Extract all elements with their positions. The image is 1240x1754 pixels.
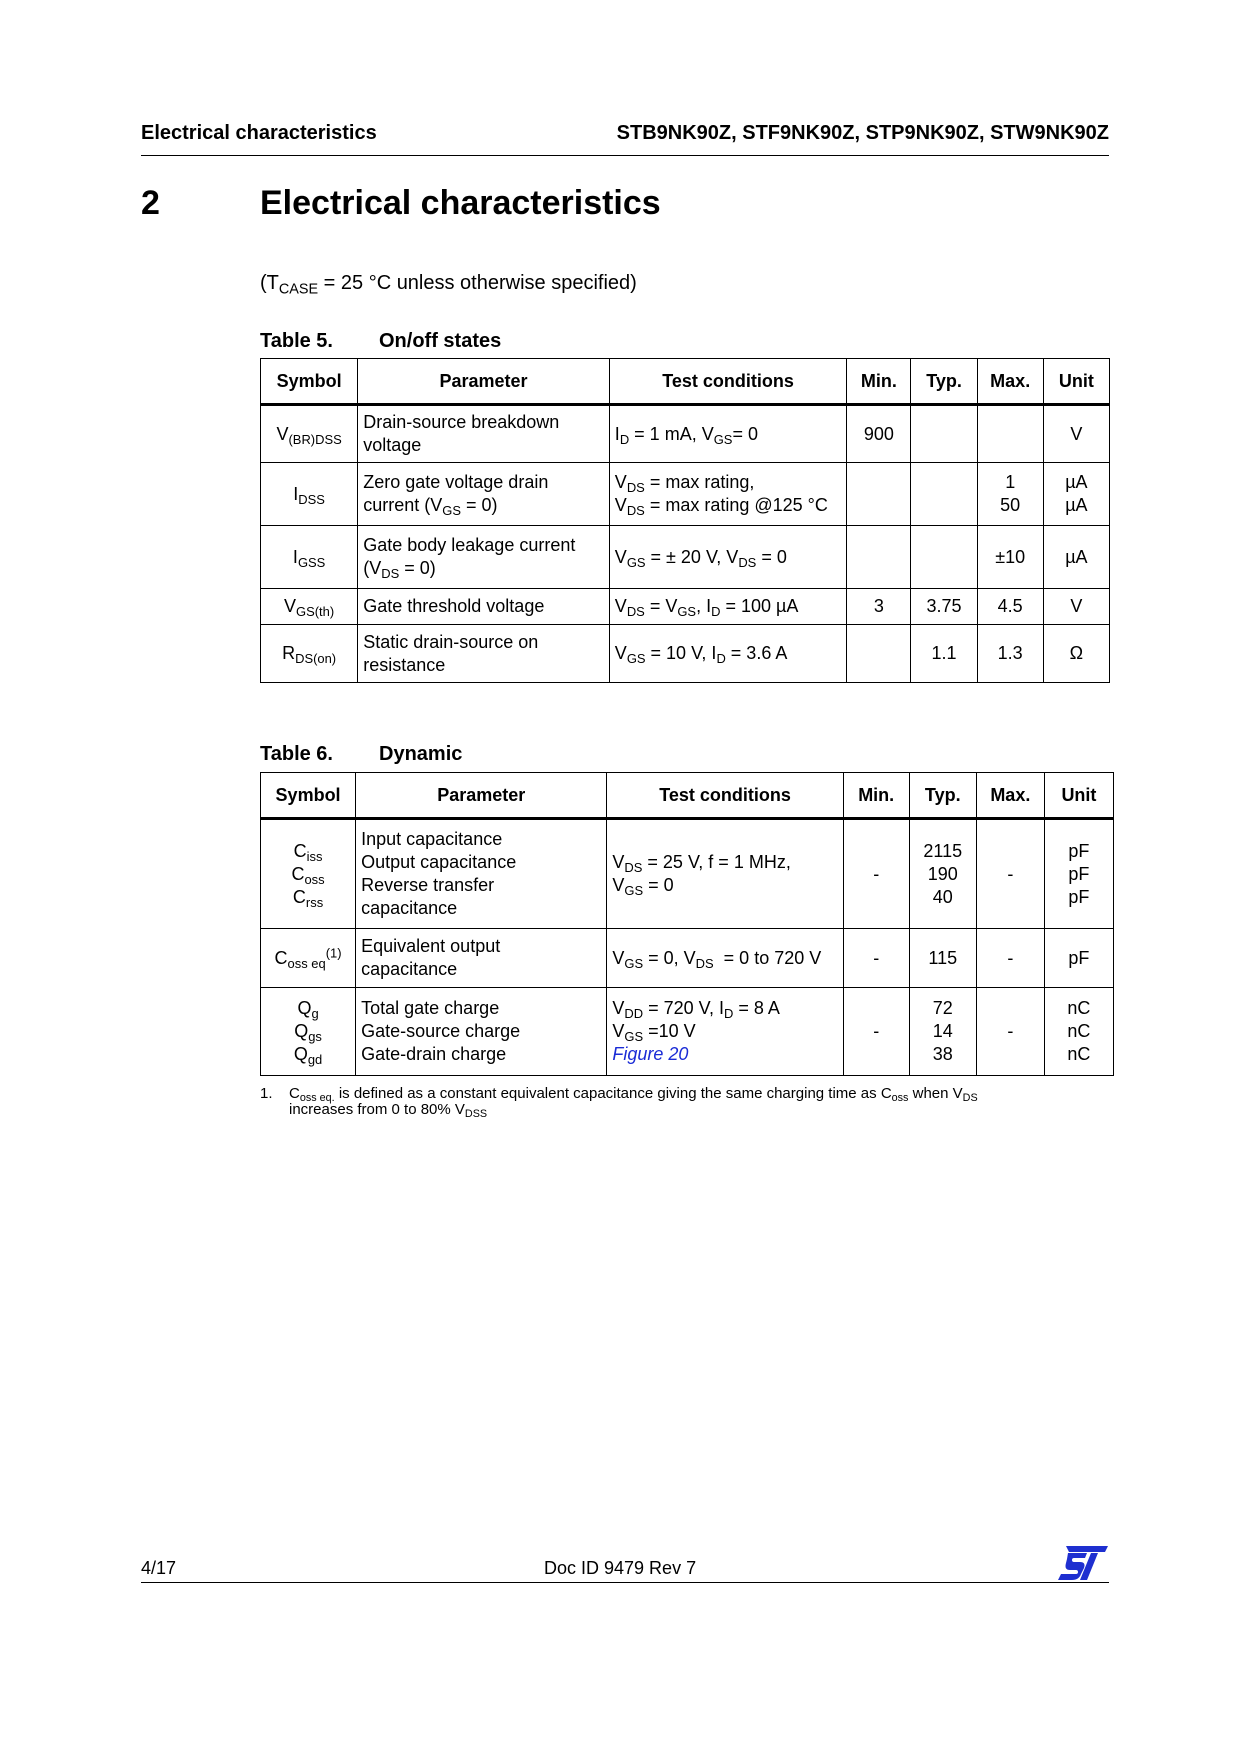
min-cell: [847, 463, 911, 526]
table-header-row: [261, 773, 1114, 819]
section-title: Electrical characteristics: [260, 184, 661, 222]
table-dynamic: [260, 772, 1114, 1076]
col-header-unit: Unit: [1043, 359, 1109, 405]
parameter-cell: Gate threshold voltage: [358, 589, 610, 625]
table-footnote: 1. $C_{oss eq.}$ is defined as a constant equivalent capacitance giving the same charging time as $C_{oss}$ when $V_{DS}$ increases from 0 to 80% $V_{DSS}$: [260, 1085, 978, 1121]
table-row: [261, 405, 1110, 463]
col-header-parameter: Parameter: [356, 773, 607, 819]
min-cell: -: [843, 988, 909, 1076]
section-number: 2: [141, 184, 160, 222]
table-header-row: [261, 359, 1110, 405]
symbol-cell: $C_{oss eq}^{(1)}$: [261, 929, 356, 988]
unit-cell: µA: [1043, 526, 1109, 589]
running-header-part-numbers: STB9NK90Z, STF9NK90Z, STP9NK90Z, STW9NK90Z: [616, 122, 1109, 144]
table-row: [261, 988, 1114, 1076]
max-cell: 1 50: [977, 463, 1043, 526]
parameter-cell: Total gate charge Gate-source charge Gate-drain charge: [356, 988, 607, 1076]
typ-cell: [911, 526, 977, 589]
unit-cell: pF pF pF: [1044, 819, 1113, 929]
table-row: [261, 526, 1110, 589]
unit-cell: V: [1043, 405, 1109, 463]
max-cell: 1.3: [977, 625, 1043, 683]
table-row: [261, 929, 1114, 988]
table5-caption: Table 5. On/off states: [260, 330, 502, 352]
col-header-typ: Typ.: [911, 359, 977, 405]
col-header-unit: Unit: [1044, 773, 1113, 819]
col-header-min: Min.: [843, 773, 909, 819]
document-id: Doc ID 9479 Rev 7: [544, 1558, 697, 1578]
figure-20-link[interactable]: Figure 20: [612, 1044, 689, 1064]
max-cell: ±10: [977, 526, 1043, 589]
typ-cell: 3.75: [911, 589, 977, 625]
parameter-cell: Gate body leakage current $(V_{DS} = 0)$: [358, 526, 610, 589]
max-cell: -: [976, 819, 1044, 929]
test-condition-cell: $I_D = 1$ mA, $V_{GS}= 0$: [609, 405, 847, 463]
st-logo-icon: [1058, 1546, 1108, 1580]
col-header-typ: Typ.: [909, 773, 976, 819]
col-header-max: Max.: [977, 359, 1043, 405]
unit-cell: Ω: [1043, 625, 1109, 683]
header-rule: [141, 155, 1109, 156]
test-condition-cell: $V_{DS} = V_{GS}$, $I_D = 100$ µA: [609, 589, 847, 625]
page-number: 4/17: [141, 1558, 177, 1578]
parameter-cell: Equivalent output capacitance: [356, 929, 607, 988]
test-condition-cell: $V_{GS}$ = ± 20 V, $V_{DS} = 0$: [609, 526, 847, 589]
footnote-number: 1.: [260, 1085, 273, 1102]
max-cell: [977, 405, 1043, 463]
symbol-cell: $I_{GSS}$: [261, 526, 358, 589]
symbol-cell: $Q_g$ $Q_{gs}$ $Q_{gd}$: [261, 988, 356, 1076]
symbol-cell: $V_{(BR)DSS}$: [261, 405, 358, 463]
table-on-off-states: [260, 358, 1110, 683]
test-condition-cell: $V_{GS} = 10$ V, $I_D = 3.6$ A: [609, 625, 847, 683]
min-cell: [847, 625, 911, 683]
typ-cell: 2115 190 40: [909, 819, 976, 929]
unit-cell: nC nC nC: [1044, 988, 1113, 1076]
typ-cell: [911, 463, 977, 526]
parameter-cell: Drain-source breakdown voltage: [358, 405, 610, 463]
col-header-max: Max.: [976, 773, 1044, 819]
min-cell: -: [843, 929, 909, 988]
test-condition-cell: $V_{DD} = 720$ V, $I_D = 8$ A $V_{GS} =10$ V Figure 20: [607, 988, 843, 1076]
table-row: [261, 819, 1114, 929]
min-cell: -: [843, 819, 909, 929]
symbol-cell: $R_{DS(on)}$: [261, 625, 358, 683]
parameter-cell: Zero gate voltage drain current $(V_{GS} = 0)$: [358, 463, 610, 526]
unit-cell: V: [1043, 589, 1109, 625]
running-header-title: Electrical characteristics: [141, 122, 377, 144]
col-header-symbol: Symbol: [261, 773, 356, 819]
col-header-test-conditions: Test conditions: [609, 359, 847, 405]
min-cell: 3: [847, 589, 911, 625]
symbol-cell: $V_{GS(th)}$: [261, 589, 358, 625]
col-header-parameter: Parameter: [358, 359, 610, 405]
typ-cell: 1.1: [911, 625, 977, 683]
symbol-cell: $C_{iss}$ $C_{oss}$ $C_{rss}$: [261, 819, 356, 929]
max-cell: 4.5: [977, 589, 1043, 625]
test-condition-cell: $V_{DS} = 25$ V, f = 1 MHz, $V_{GS} = 0$: [607, 819, 843, 929]
symbol-cell: $I_{DSS}$: [261, 463, 358, 526]
table-row: [261, 589, 1110, 625]
typ-cell: 115: [909, 929, 976, 988]
max-cell: -: [976, 929, 1044, 988]
min-cell: 900: [847, 405, 911, 463]
test-condition-note: ($T_{CASE} = 25$ °C unless otherwise specified): [260, 272, 637, 298]
table6-caption: Table 6. Dynamic: [260, 743, 463, 765]
unit-cell: µA µA: [1043, 463, 1109, 526]
table-row: [261, 463, 1110, 526]
unit-cell: pF: [1044, 929, 1113, 988]
parameter-cell: Input capacitance Output capacitance Reverse transfer capacitance: [356, 819, 607, 929]
typ-cell: 72 14 38: [909, 988, 976, 1076]
footer-rule: [141, 1582, 1109, 1583]
min-cell: [847, 526, 911, 589]
table-row: [261, 625, 1110, 683]
test-condition-cell: $V_{GS} = 0$, $V_{DS} = 0$ to 720 V: [607, 929, 843, 988]
col-header-min: Min.: [847, 359, 911, 405]
col-header-symbol: Symbol: [261, 359, 358, 405]
parameter-cell: Static drain-source on resistance: [358, 625, 610, 683]
col-header-test-conditions: Test conditions: [607, 773, 843, 819]
typ-cell: [911, 405, 977, 463]
max-cell: -: [976, 988, 1044, 1076]
test-condition-cell: $V_{DS} = \max$ rating, $V_{DS} = \max$ rating @125 °C: [609, 463, 847, 526]
